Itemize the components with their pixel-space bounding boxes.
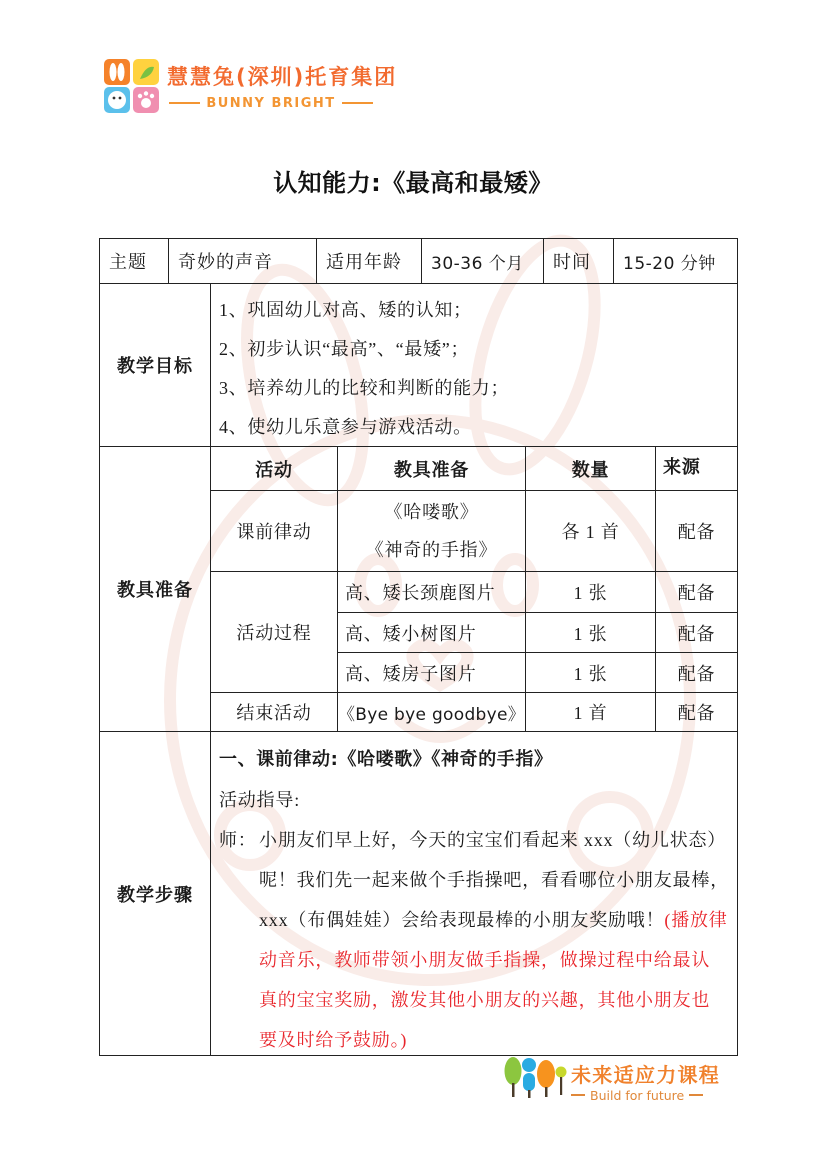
lesson-plan-table <box>99 238 738 1056</box>
steps-label: 教学步骤 <box>100 732 211 1056</box>
warmup-source: 配备 <box>656 491 737 572</box>
warmup-item: 《哈喽歌》 <box>384 502 479 522</box>
course-name-en <box>571 1087 721 1103</box>
page-title: 认知能力:《最高和最矮》 <box>273 169 553 197</box>
divider <box>342 102 373 104</box>
ending-source: 配备 <box>677 703 716 723</box>
age-label: 适用年龄 <box>317 239 422 284</box>
divider <box>571 1094 585 1095</box>
process-item: 高、矮房子图片 <box>338 653 526 693</box>
warmup-qty: 各 1 首 <box>526 491 656 572</box>
process-rows <box>338 572 737 693</box>
steps-content <box>211 732 738 1056</box>
process-source: 配备 <box>656 613 737 653</box>
goals-label: 教学目标 <box>100 284 211 447</box>
topic-label: 主题 <box>100 239 169 284</box>
goal-item: 3、培养幼儿的比较和判断的能力； <box>219 378 510 398</box>
future-course-logo-icon <box>503 1053 567 1101</box>
process-item: 高、矮长颈鹿图片 <box>338 572 526 613</box>
warmup-item: 《神奇的手指》 <box>365 540 498 560</box>
course-name-en-text: Build for future <box>590 1087 685 1103</box>
instruction-text: 要及时给予鼓励。) <box>259 1030 408 1050</box>
table-row <box>211 572 737 693</box>
goals-list <box>211 284 738 447</box>
materials-header-row <box>211 447 737 491</box>
time-label: 时间 <box>544 239 614 284</box>
table-row <box>338 653 737 693</box>
dialogue-line <box>259 860 737 900</box>
course-name-cn: 未来适应力课程 <box>571 1063 721 1087</box>
dialogue-line <box>259 900 737 940</box>
guide-label: 活动指导: <box>219 790 301 810</box>
activity-process: 活动过程 <box>211 572 338 693</box>
process-qty: 1 张 <box>526 653 656 693</box>
brand-name-cn: 慧慧兔(深圳)托育集团 <box>167 65 398 89</box>
process-qty: 1 张 <box>526 572 656 613</box>
table-row <box>338 572 737 613</box>
dialogue-line <box>219 820 737 860</box>
dialogue-text: 呢！我们先一起来做个手指操吧，看看哪位小朋友最棒， <box>259 870 729 890</box>
table-row <box>338 613 737 653</box>
instruction-text: (播放律 <box>664 910 728 930</box>
ending-item: 《Bye bye goodbye》 <box>338 693 526 731</box>
header-activity: 活动 <box>211 447 338 491</box>
divider <box>689 1094 703 1095</box>
steps-row <box>100 732 738 1056</box>
brand-name-en <box>169 95 373 111</box>
header-source: 来源 <box>656 447 737 491</box>
process-qty: 1 张 <box>526 613 656 653</box>
table-row <box>211 491 737 572</box>
table-row <box>211 693 737 731</box>
bunny-bright-logo-icon <box>104 59 160 113</box>
activity-ending: 结束活动 <box>211 693 338 731</box>
header-qty: 数量 <box>526 447 656 491</box>
divider <box>169 102 200 104</box>
goals-row <box>100 284 738 447</box>
instruction-text: 真的宝宝奖励，激发其他小朋友的兴趣，其他小朋友也 <box>259 990 711 1010</box>
dialogue-text: 小朋友们早上好，今天的宝宝们看起来 xxx（幼儿状态） <box>259 830 727 850</box>
process-source: 配备 <box>656 653 737 693</box>
ending-qty: 1 首 <box>526 693 656 731</box>
goal-item: 1、巩固幼儿对高、矮的认知； <box>219 300 472 320</box>
process-source: 配备 <box>656 572 737 613</box>
brand-name-en-text: BUNNY BRIGHT <box>206 95 336 111</box>
age-value: 30-36 个月 <box>422 239 544 284</box>
time-value: 15-20 分钟 <box>614 239 738 284</box>
materials-row <box>100 447 738 732</box>
materials-table <box>211 447 738 732</box>
section-title: 一、课前律动:《哈喽歌》《神奇的手指》 <box>219 749 553 770</box>
instruction-text: 动音乐，教师带领小朋友做手指操，做操过程中给最认 <box>259 950 711 970</box>
header-item: 教具准备 <box>338 447 526 491</box>
dialogue-text: xxx（布偶娃娃）会给表现最棒的小朋友奖励哦！ <box>259 910 665 930</box>
goal-item: 2、初步认识“最高”、“最矮”； <box>219 339 470 359</box>
speaker-label: 师： <box>219 830 257 850</box>
topic-value: 奇妙的声音 <box>169 239 317 284</box>
process-item: 高、矮小树图片 <box>338 613 526 653</box>
materials-label: 教具准备 <box>100 447 211 732</box>
warmup-items <box>338 491 526 572</box>
info-row <box>100 239 738 284</box>
goal-item: 4、使幼儿乐意参与游戏活动。 <box>219 417 472 437</box>
activity-warmup: 课前律动 <box>211 491 338 572</box>
